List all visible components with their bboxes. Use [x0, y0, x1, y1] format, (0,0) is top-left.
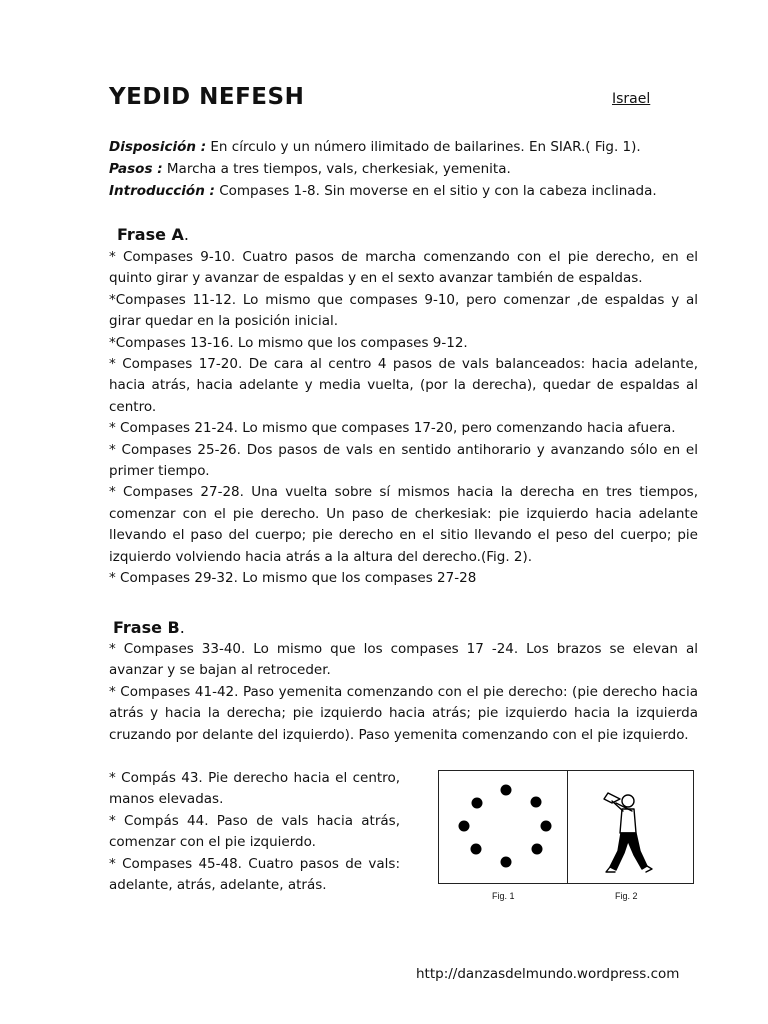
- figure-box: [438, 770, 694, 884]
- intro-sep: :: [196, 139, 207, 155]
- paragraph: * Compás 44. Paso de vals hacia atrás, comenzar con el pie izquierdo.: [109, 812, 400, 851]
- frase-a-heading-text: Frase A: [117, 225, 184, 244]
- paragraph: * Compases 27-28. Una vuelta sobre sí mismos hacia la derecha en tres tiempos, comenzar con el pie derecho. Un paso de cherkesiak: pie izquierdo hacia adelante llevando el paso del cuerpo; pie derecho en el sitio llevando el peso del cuerpo; pie izquierdo volviendo hacia atrás a la altura del derecho.(Fig. 2).: [109, 484, 698, 565]
- dancer-legs: [610, 833, 647, 870]
- frase-b-heading-text: Frase B: [113, 618, 180, 637]
- dancer-dot: [501, 785, 512, 796]
- frase-a-heading-dot: .: [183, 225, 190, 244]
- intro-text: Marcha a tres tiempos, vals, cherkesiak, yemenita.: [162, 161, 511, 177]
- dancer-foot: [646, 866, 652, 872]
- intro-text: Compases 1-8. Sin moverse en el sitio y con la cabeza inclinada.: [214, 183, 657, 199]
- paragraph: * Compases 21-24. Lo mismo que compases 17-20, pero comenzando hacia afuera.: [109, 420, 676, 437]
- paragraph: * Compases 41-42. Paso yemenita comenzando con el pie derecho: (pie derecho hacia atrás y hacia la derecha; pie izquierdo hacia atrás; pie izquierdo hacia la izquierda cruzando por delante del izquierdo). Paso yemenita comenzando con el pie izquierdo.: [109, 683, 698, 743]
- fig2-caption: Fig. 2: [615, 891, 638, 901]
- frase-b-heading: [113, 618, 185, 637]
- paragraph: * Compases 29-32. Lo mismo que los compases 27-28: [109, 570, 477, 587]
- dancer-dot: [459, 821, 470, 832]
- dancer-dot: [541, 821, 552, 832]
- intro-text: En círculo y un número ilimitado de bailarines. En SIAR.( Fig. 1).: [206, 139, 641, 155]
- dancer-dot: [532, 844, 543, 855]
- frase-b-narrow-text: [109, 768, 400, 896]
- footer-url[interactable]: http://danzasdelmundo.wordpress.com: [416, 966, 680, 982]
- dancer-torso: [620, 809, 636, 833]
- fig1-caption: Fig. 1: [492, 891, 515, 901]
- dancer-dot: [472, 798, 483, 809]
- frase-b-text: [109, 639, 698, 746]
- intro-label: Disposición: [109, 139, 196, 155]
- country-label: Israel: [612, 91, 651, 107]
- intro-sep: :: [204, 183, 215, 199]
- intro-label: Introducción: [109, 183, 205, 199]
- paragraph: *Compases 13-16. Lo mismo que los compases 9-12.: [109, 334, 468, 351]
- dance-title: YEDID NEFESH: [109, 84, 305, 110]
- paragraph: *Compases 11-12. Lo mismo que compases 9-10, pero comenzar ,de espaldas y al girar quedar en la posición inicial.: [109, 291, 698, 330]
- fig1-circle-diagram: [439, 771, 567, 883]
- fig2-dancer-figure: [568, 771, 695, 883]
- frase-b-heading-dot: .: [179, 618, 185, 637]
- intro-line-pasos: [109, 158, 709, 180]
- intro-line-introduccion: [109, 180, 709, 202]
- intro-label: Pasos: [109, 161, 153, 177]
- dancer-head: [622, 795, 634, 807]
- intro-sep: :: [152, 161, 163, 177]
- intro-line-disposicion: [109, 136, 709, 158]
- dancer-dot: [531, 797, 542, 808]
- frase-a-heading: [117, 225, 189, 244]
- paragraph: * Compases 9-10. Cuatro pasos de marcha comenzando con el pie derecho, en el quinto girar y avanzar de espaldas y en el sexto avanzar también de espaldas.: [109, 249, 698, 287]
- paragraph: * Compases 33-40. Lo mismo que los compases 17 -24. Los brazos se elevan al avanzar y se bajan al retroceder.: [109, 641, 698, 679]
- intro-block: [109, 136, 709, 202]
- dancer-dot: [501, 857, 512, 868]
- paragraph: * Compases 25-26. Dos pasos de vals en sentido antihorario y avanzando sólo en el primer tiempo.: [109, 441, 698, 480]
- paragraph: * Compases 17-20. De cara al centro 4 pasos de vals balanceados: hacia adelante, hacia atrás, hacia adelante y media vuelta, (por la derecha), quedar de espaldas al centro.: [109, 356, 698, 415]
- dancer-dot: [471, 844, 482, 855]
- paragraph: * Compases 45-48. Cuatro pasos de vals: adelante, atrás, adelante, atrás.: [109, 855, 400, 894]
- frase-a-text: [109, 247, 698, 590]
- paragraph: * Compás 43. Pie derecho hacia el centro, manos elevadas.: [109, 770, 400, 808]
